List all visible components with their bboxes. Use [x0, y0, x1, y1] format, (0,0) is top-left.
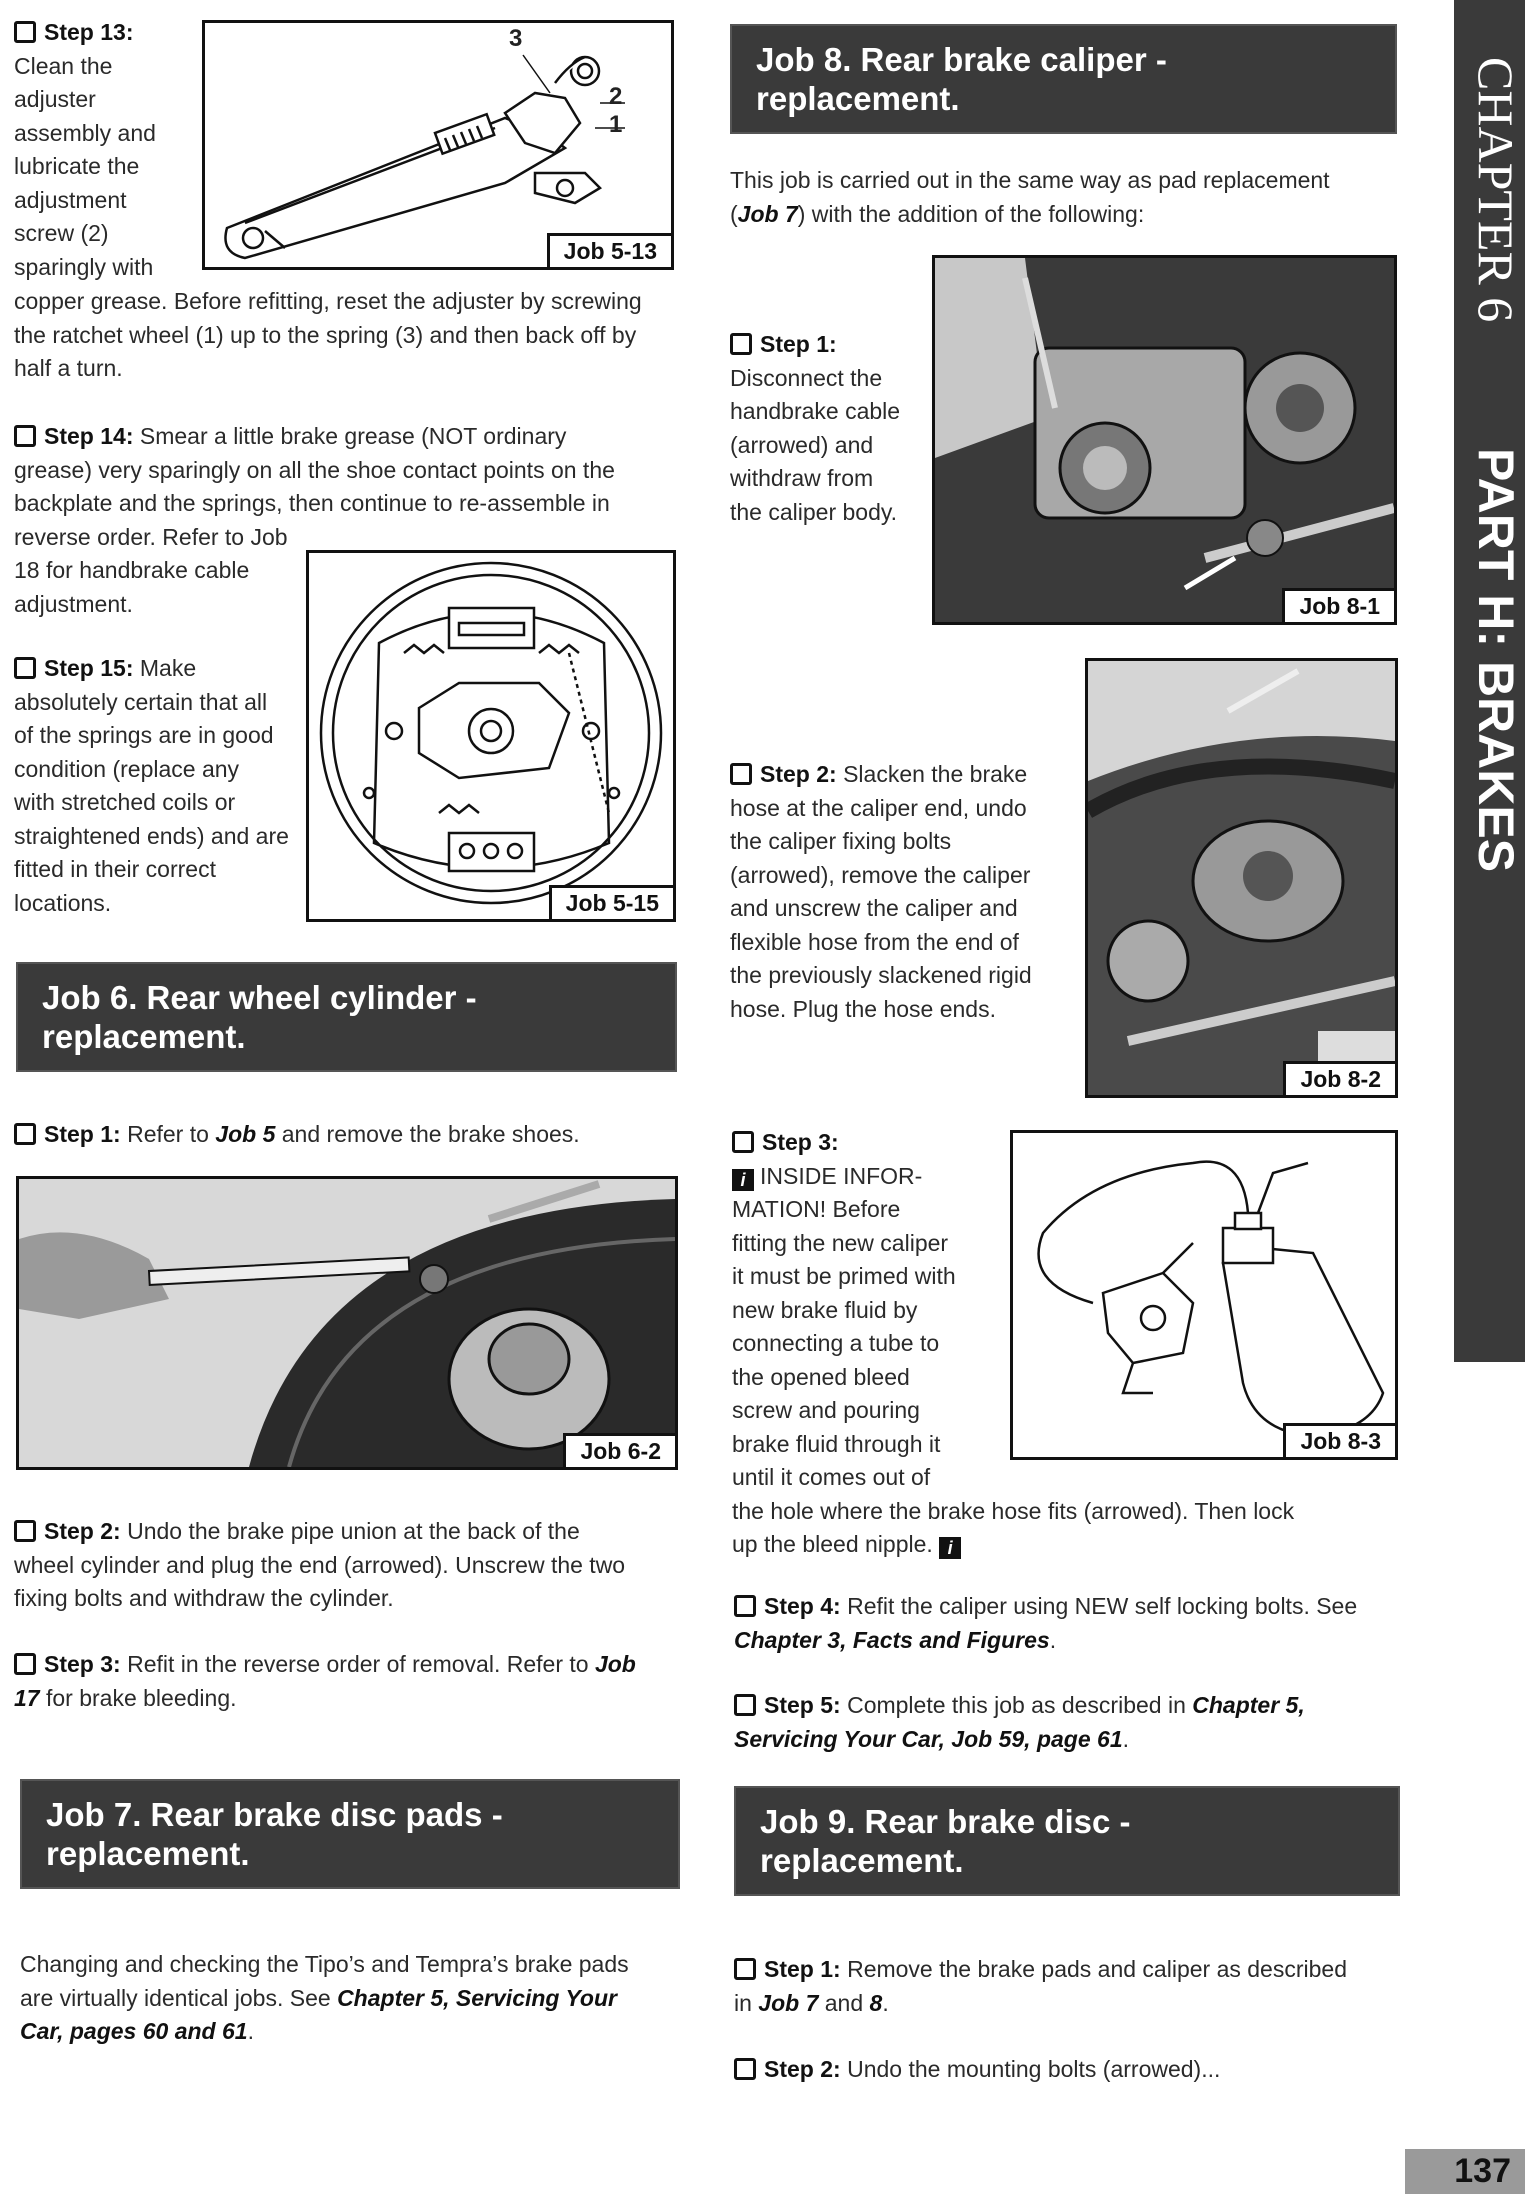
checkbox-icon	[14, 1520, 36, 1542]
job6-header: Job 6. Rear wheel cylinder - replacement.	[16, 962, 677, 1072]
step15-block: Step 15: Make absolutely certain that all of the springs are in good condition (replace any with stretched coils or straightened ends) and are fitted in their correct locations.	[14, 655, 289, 916]
caliper-handbrake-photo	[935, 258, 1394, 622]
checkbox-icon	[734, 1694, 756, 1716]
info-icon: i	[939, 1537, 961, 1559]
checkbox-icon	[732, 1131, 754, 1153]
part-label: PART H: BRAKES	[1468, 447, 1524, 873]
checkbox-icon	[14, 657, 36, 679]
checkbox-icon	[14, 1123, 36, 1145]
figure-label: Job 6-2	[563, 1433, 675, 1467]
step13-continued: copper grease. Before refitting, reset the adjuster by screwing the ratchet wheel (1) up to the spring (3) and then back off by half a turn.	[14, 288, 642, 381]
adjuster-drawing	[205, 23, 671, 267]
job6-step3: Step 3: Refit in the reverse order of removal. Refer to Job 17 for brake bleeding.	[14, 1651, 636, 1711]
checkbox-icon	[14, 21, 36, 43]
figure-job-5-13	[202, 20, 674, 270]
figure-job-5-15	[306, 550, 676, 922]
callout-1: 1	[609, 111, 623, 138]
figure-label: Job 5-13	[547, 233, 671, 267]
figure-label: Job 8-1	[1282, 588, 1394, 622]
figure-job-6-2	[16, 1176, 678, 1470]
callout-3: 3	[509, 25, 523, 52]
job7-header: Job 7. Rear brake disc pads - replacement.	[20, 1779, 680, 1889]
info-icon: i	[732, 1169, 754, 1191]
step13-block: Step 13: Clean the adjuster assembly and lubricate the adjustment screw (2) sparingly with	[14, 19, 156, 280]
job8-header: Job 8. Rear brake caliper - replacement.	[730, 24, 1397, 134]
page-number: 137	[1405, 2149, 1525, 2194]
wheel-cylinder-photo	[19, 1179, 675, 1467]
checkbox-icon	[734, 1958, 756, 1980]
job8-step2: Step 2: Slacken the brake hose at the caliper end, undo the caliper fixing bolts (arrowed), remove the caliper and unscrew the caliper and flexible hose from the end of the previously slackened rigid hose. Plug the hose ends.	[730, 761, 1032, 1022]
chapter-label: CHAPTER 6	[1468, 57, 1524, 323]
checkbox-icon	[734, 2058, 756, 2080]
job8-step5: Step 5: Complete this job as described in Chapter 5, Servicing Your Car, Job 59, page 61.	[734, 1692, 1305, 1752]
step14-block: Step 14: Smear a little brake grease (NOT ordinary grease) very sparingly on all the shoe contact points on the backplate and the springs, then continue to re-assemble in reverse order. Refer to Job 18 for handbrake cable adjustment.	[14, 423, 615, 617]
job7-text: Changing and checking the Tipo’s and Tempra’s brake pads are virtually identical jobs. See Chapter 5, Servicing Your Car, pages 60 and 61.	[20, 1951, 629, 2044]
callout-2: 2	[609, 83, 623, 110]
job9-step2: Step 2: Undo the mounting bolts (arrowed)...	[734, 2053, 1220, 2087]
brake-backplate-drawing	[309, 553, 673, 919]
job8-step4: Step 4: Refit the caliper using NEW self locking bolts. See Chapter 3, Facts and Figures.	[734, 1593, 1358, 1653]
job8-step3: Step 3: i INSIDE INFOR- MATION! Before fitting the new caliper it must be primed with new brake fluid by connecting a tube to the opened bleed screw and pouring brake fluid through it until it comes out of the hole where the brake hose fits (arrowed). Then lock up the bleed nipple. i	[732, 1129, 1295, 1558]
caliper-bolts-photo	[1088, 661, 1395, 1095]
figure-job-8-2	[1085, 658, 1398, 1098]
job8-step1: Step 1: Disconnect the handbrake cable (arrowed) and withdraw from the caliper body.	[730, 331, 901, 525]
figure-job-8-1	[932, 255, 1397, 625]
job6-step1: Step 1: Refer to Job 5 and remove the brake shoes.	[14, 1118, 580, 1152]
checkbox-icon	[14, 425, 36, 447]
checkbox-icon	[730, 333, 752, 355]
job9-header: Job 9. Rear brake disc - replacement.	[734, 1786, 1400, 1896]
job9-step1: Step 1: Remove the brake pads and caliper as described in Job 7 and 8.	[734, 1956, 1347, 2016]
checkbox-icon	[734, 1595, 756, 1617]
job8-intro: This job is carried out in the same way as pad replacement (Job 7) with the addition of the following:	[730, 167, 1330, 227]
figure-label: Job 8-3	[1283, 1423, 1395, 1457]
figure-label: Job 5-15	[549, 885, 673, 919]
checkbox-icon	[14, 1653, 36, 1675]
job6-step2: Step 2: Undo the brake pipe union at the back of the wheel cylinder and plug the end (arrowed). Unscrew the two fixing bolts and withdraw the cylinder.	[14, 1518, 626, 1611]
figure-label: Job 8-2	[1283, 1061, 1395, 1095]
checkbox-icon	[730, 763, 752, 785]
